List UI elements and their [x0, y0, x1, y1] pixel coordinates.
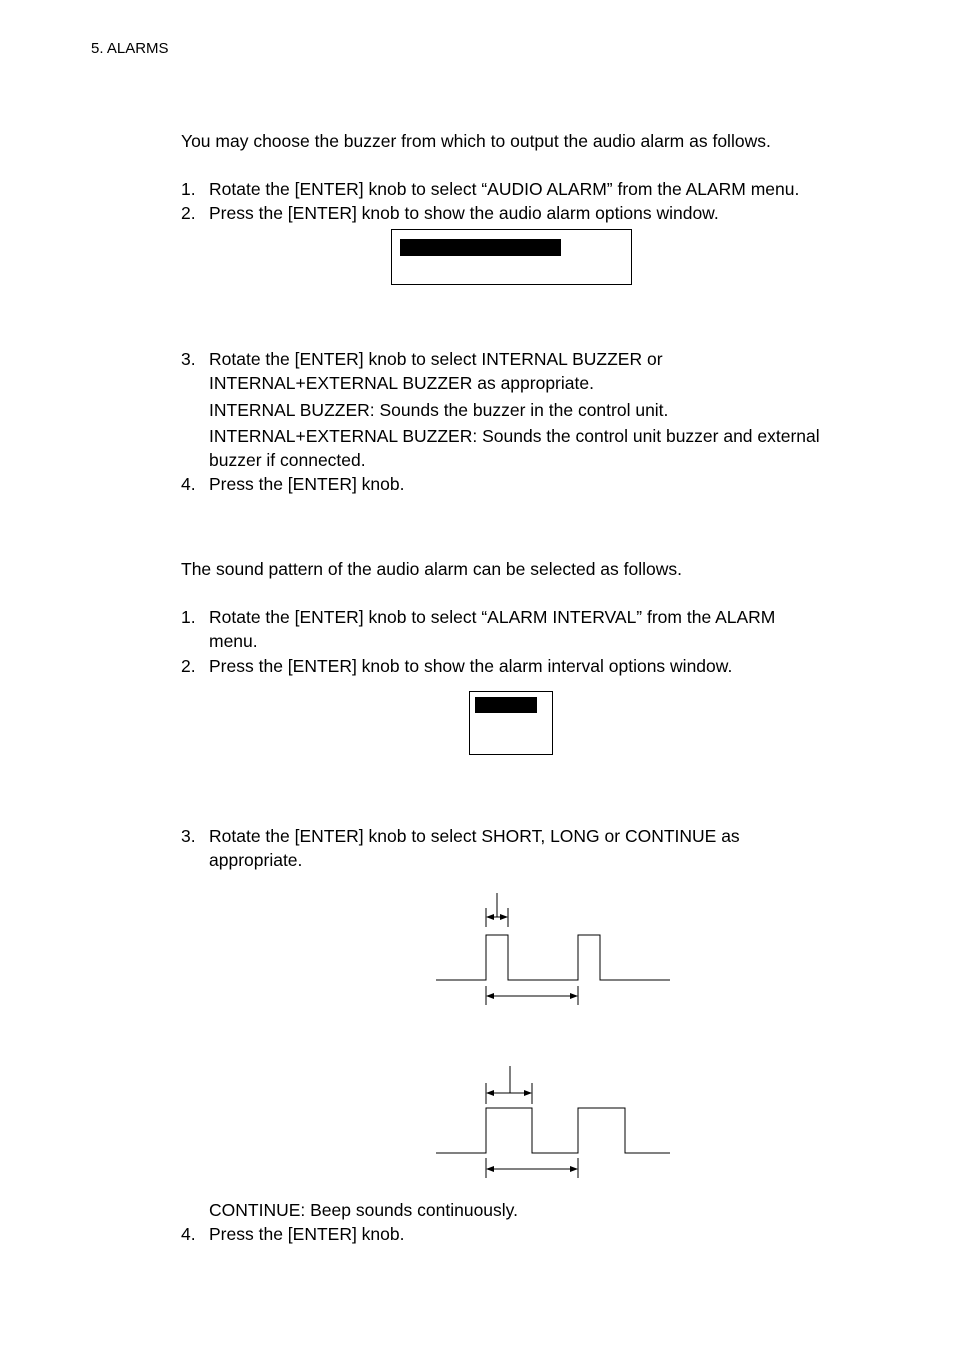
- long-pattern-waveform: [436, 1066, 670, 1178]
- section-header: 5. ALARMS: [91, 40, 169, 57]
- buzzer-step-1: Rotate the [ENTER] knob to select “AUDIO ALARM” from the ALARM menu.: [209, 179, 800, 199]
- step-number: 2.: [181, 203, 196, 223]
- internal-buzzer-note: INTERNAL BUZZER: Sounds the buzzer in the control unit.: [209, 400, 669, 420]
- internal-external-buzzer-note-cont: buzzer if connected.: [209, 450, 366, 470]
- step-number: 2.: [181, 656, 196, 676]
- interval-step-4: Press the [ENTER] knob.: [209, 1224, 405, 1244]
- interval-step-3: Rotate the [ENTER] knob to select SHORT, LONG or CONTINUE as: [209, 826, 740, 846]
- interval-step-3-cont: appropriate.: [209, 850, 303, 870]
- buzzer-step-3: Rotate the [ENTER] knob to select INTERNAL BUZZER or: [209, 349, 663, 369]
- continue-note: CONTINUE: Beep sounds continuously.: [209, 1200, 518, 1220]
- interval-step-2: Press the [ENTER] knob to show the alarm interval options window.: [209, 656, 733, 676]
- step-number: 1.: [181, 607, 196, 627]
- buzzer-step-3-cont: INTERNAL+EXTERNAL BUZZER as appropriate.: [209, 373, 594, 393]
- short-pattern-waveform: [436, 893, 670, 1005]
- buzzer-intro: You may choose the buzzer from which to output the audio alarm as follows.: [181, 131, 771, 151]
- step-number: 3.: [181, 349, 196, 369]
- long-pulse-line: [436, 1108, 670, 1153]
- short-pulse-line: [436, 935, 670, 980]
- step-number: 4.: [181, 1224, 196, 1244]
- step-number: 1.: [181, 179, 196, 199]
- internal-external-buzzer-note: INTERNAL+EXTERNAL BUZZER: Sounds the control unit buzzer and external: [209, 426, 820, 446]
- interval-step-1-cont: menu.: [209, 631, 258, 651]
- buzzer-step-2: Press the [ENTER] knob to show the audio alarm options window.: [209, 203, 719, 223]
- buzzer-step-4: Press the [ENTER] knob.: [209, 474, 405, 494]
- step-number: 3.: [181, 826, 196, 846]
- step-number: 4.: [181, 474, 196, 494]
- interval-intro: The sound pattern of the audio alarm can be selected as follows.: [181, 559, 682, 579]
- interval-step-1: Rotate the [ENTER] knob to select “ALARM INTERVAL” from the ALARM: [209, 607, 776, 627]
